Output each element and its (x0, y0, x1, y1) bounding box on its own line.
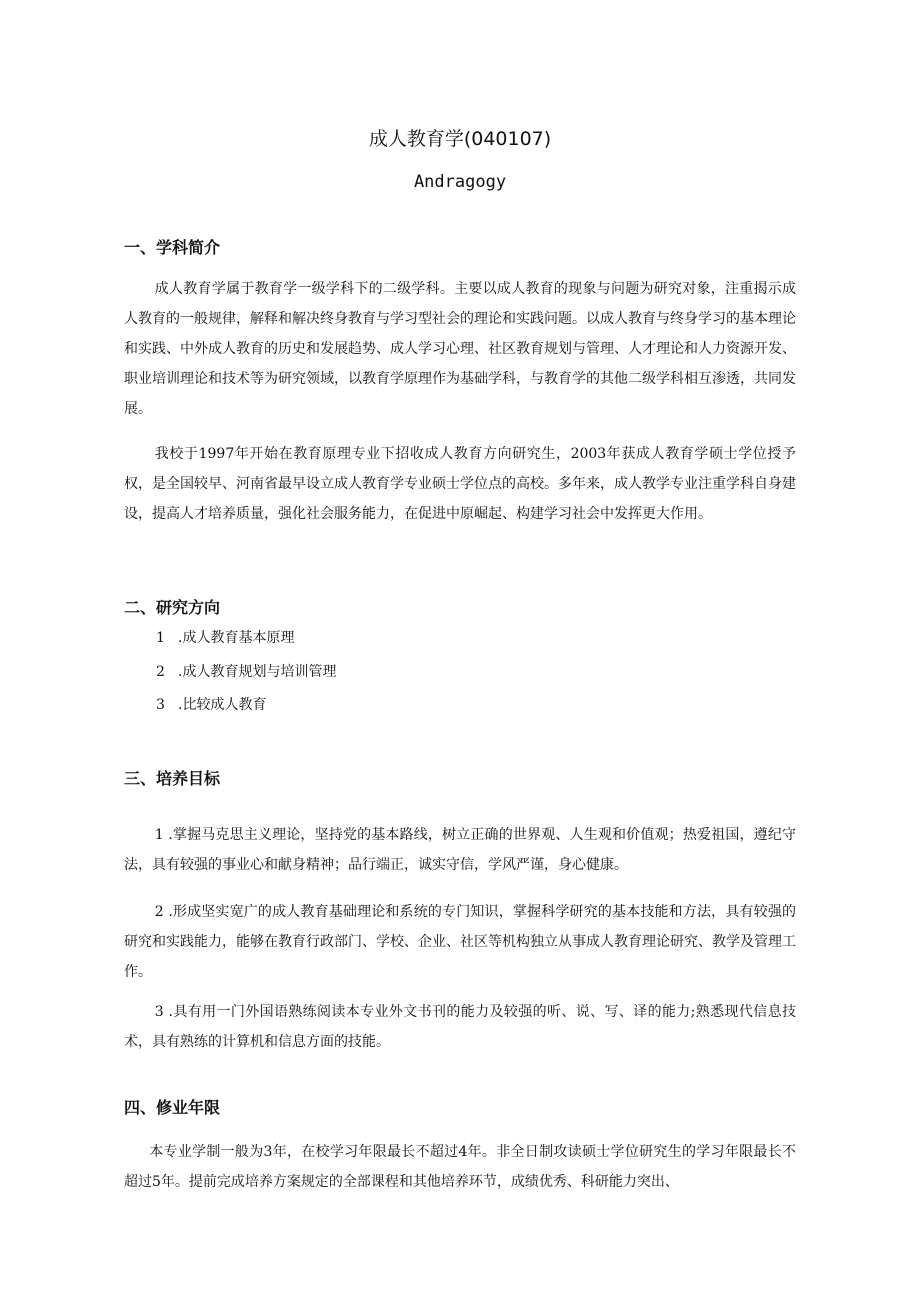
section-heading-overview: 一、学科简介 (124, 238, 221, 257)
item-text: .成人教育规划与培训管理 (178, 664, 337, 680)
study-duration-paragraph: 本专业学制一般为3年，在校学习年限最长不超过4年。非全日制攻读硕士学位研究生的学习年限最长不超过5年。提前完成培养方案规定的全部课程和其他培养环节，成绩优秀、科研能力突出、 (124, 1144, 796, 1190)
page-subtitle: Andragogy (413, 172, 507, 192)
overview-paragraph-1: 成人教育学属于教育学一级学科下的二级学科。主要以成人教育的现象与问题为研究对象，注重揭示成人教育的一般规律，解释和解决终身教育与学习型社会的理论和实践问题。以成人教育与终身学习的基本理论和实践、中外成人教育的历史和发展趋势、成人学习心理、社区教育规划与管理、人才理论和人力资源开发、职业培训理论和技术等为研究领域，以教育学原理作为基础学科，与教育学的其他二级学科相互渗透，共同发展。 (124, 281, 796, 417)
training-goal-3: 3 .具有用一门外国语熟练阅读本专业外文书刊的能力及较强的听、说、写、译的能力;熟悉现代信息技术，具有熟练的计算机和信息方面的技能。 (124, 1004, 796, 1050)
item-text: .比较成人教育 (178, 697, 267, 713)
item-text: .成人教育基本原理 (178, 630, 295, 646)
research-direction-item (156, 628, 294, 648)
item-number: 2 (156, 664, 165, 680)
page-title: 成人教育学(040107) (368, 128, 552, 150)
item-number: 1 (156, 630, 165, 646)
training-goal-2: 2 .形成坚实宽广的成人教育基础理论和系统的专门知识，掌握科学研究的基本技能和方法，具有较强的研究和实践能力，能够在教育行政部门、学校、企业、社区等机构独立从事成人教育理论研究、教学及管理工作。 (124, 904, 796, 980)
item-number: 3 (156, 697, 165, 713)
overview-paragraph-2: 我校于1997年开始在教育原理专业下招收成人教育方向研究生，2003年获成人教育学硕士学位授予权，是全国较早、河南省最早设立成人教育学专业硕士学位点的高校。多年来，成人教学专业注重学科自身建设，提高人才培养质量，强化社会服务能力，在促进中原崛起、构建学习社会中发挥更大作用。 (124, 446, 796, 522)
research-direction-item (156, 695, 266, 715)
section-heading-study-duration: 四、修业年限 (124, 1098, 221, 1117)
research-direction-item (156, 662, 336, 682)
training-goal-1: 1 .掌握马克思主义理论，坚持党的基本路线，树立正确的世界观、人生观和价值观；热爱祖国，遵纪守法，具有较强的事业心和献身精神；品行端正，诚实守信，学风严谨，身心健康。 (124, 827, 796, 873)
section-heading-training-goals: 三、培养目标 (124, 769, 221, 788)
section-heading-research-directions: 二、研究方向 (124, 598, 221, 617)
